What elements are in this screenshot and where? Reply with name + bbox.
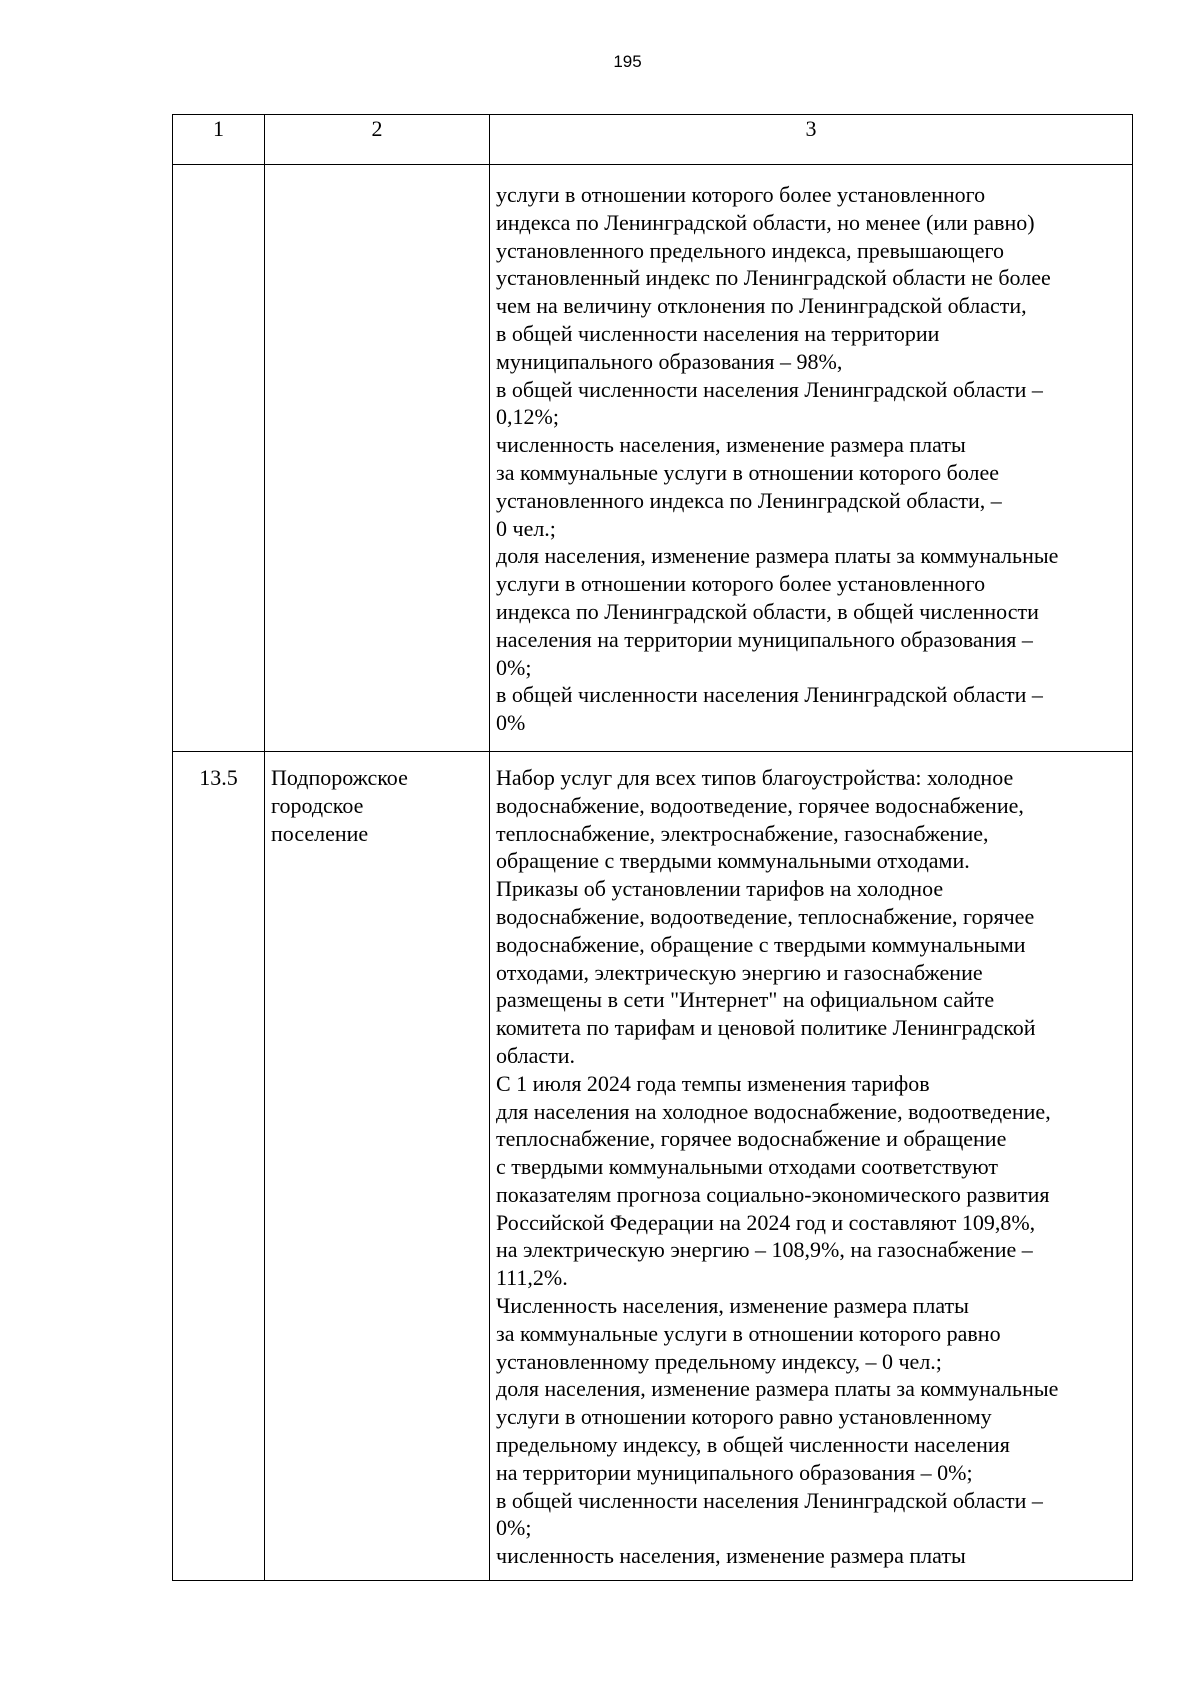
text-line: теплоснабжение, электроснабжение, газоснабжение, <box>496 820 989 846</box>
text-line: в общей численности населения на территории <box>496 320 940 346</box>
text-line: Приказы об установлении тарифов на холодное <box>496 876 944 902</box>
text-line: показателям прогноза социально-экономического развития <box>496 1181 1050 1207</box>
text-line: размещены в сети "Интернет" на официальном сайте <box>496 987 995 1013</box>
text-line: с твердыми коммунальными отходами соответствуют <box>496 1154 999 1180</box>
text-line: за коммунальные услуги в отношении которого равно <box>496 1320 1001 1346</box>
text-line: 0 чел.; <box>496 515 556 541</box>
text-line: за коммунальные услуги в отношении которого более <box>496 459 1000 485</box>
text-line: услуги в отношении которого более установленного <box>496 182 986 207</box>
text-line: 0%; <box>496 654 532 680</box>
row-number-cell: 13.5 <box>173 751 265 1580</box>
text-line: предельному индексу, в общей численности населения <box>496 1432 1010 1458</box>
header-cell-col1: 1 <box>173 115 265 165</box>
text-line: на территории муниципального образования – 0%; <box>496 1459 973 1485</box>
municipality-name <box>271 764 489 847</box>
text-line: городское <box>271 792 364 818</box>
text-line: водоснабжение, водоотведение, теплоснабжение, горячее <box>496 903 1035 929</box>
text-line: отходами, электрическую энергию и газоснабжение <box>496 959 983 985</box>
text-line: водоснабжение, обращение с твердыми коммунальными <box>496 931 1026 957</box>
text-line: установленному предельному индексу, – 0 чел.; <box>496 1348 942 1374</box>
header-cell-col2: 2 <box>265 115 490 165</box>
text-line: С 1 июля 2024 года темпы изменения тарифов <box>496 1070 930 1096</box>
text-line: доля населения, изменение размера платы за коммунальные <box>496 543 1059 569</box>
text-line: численность населения, изменение размера платы <box>496 432 966 458</box>
text-line: установленного предельного индекса, превышающего <box>496 237 1004 263</box>
table-header-row <box>173 115 1133 165</box>
description-cell <box>490 751 1133 1580</box>
table-row-continued <box>173 165 1133 752</box>
text-line: Подпорожское <box>271 764 408 790</box>
text-line: области. <box>496 1042 576 1068</box>
text-line: услуги в отношении которого более установленного <box>496 571 986 597</box>
text-line: услуги в отношении которого равно установленному <box>496 1404 992 1430</box>
table-row-13-5 <box>173 751 1133 1580</box>
text-line: в общей численности населения Ленинградской области – <box>496 376 1043 402</box>
data-table <box>172 114 1133 1581</box>
text-line: теплоснабжение, горячее водоснабжение и обращение <box>496 1126 1007 1152</box>
text-line: Численность населения, изменение размера платы <box>496 1293 969 1319</box>
text-line: водоснабжение, водоотведение, горячее водоснабжение, <box>496 792 1024 818</box>
text-line: Набор услуг для всех типов благоустройства: холодное <box>496 764 1014 790</box>
text-line: индекса по Ленинградской области, но менее (или равно) <box>496 209 1035 235</box>
row-number-cell <box>173 165 265 752</box>
text-line: комитета по тарифам и ценовой политике Ленинградской <box>496 1015 1036 1041</box>
text-line: для населения на холодное водоснабжение, водоотведение, <box>496 1098 1051 1124</box>
municipality-name-cell <box>265 751 490 1580</box>
header-cell-col3: 3 <box>490 115 1133 165</box>
text-line: доля населения, изменение размера платы за коммунальные <box>496 1376 1059 1402</box>
text-line: населения на территории муниципального образования – <box>496 626 1033 652</box>
description-text <box>496 764 1132 1570</box>
text-line: 0% <box>496 710 526 736</box>
text-line: 0%; <box>496 1515 532 1541</box>
text-line: поселение <box>271 820 369 846</box>
text-line: численность населения, изменение размера платы <box>496 1543 966 1569</box>
text-line: обращение с твердыми коммунальными отходами. <box>496 848 970 874</box>
description-cell <box>490 165 1133 752</box>
text-line: муниципального образования – 98%, <box>496 348 843 374</box>
text-line: установленный индекс по Ленинградской области не более <box>496 265 1051 291</box>
text-line: Российской Федерации на 2024 год и составляют 109,8%, <box>496 1209 1036 1235</box>
text-line: в общей численности населения Ленинградской области – <box>496 682 1043 708</box>
text-line: установленного индекса по Ленинградской области, – <box>496 487 1002 513</box>
text-line: 0,12%; <box>496 404 559 430</box>
text-line: в общей численности населения Ленинградской области – <box>496 1487 1043 1513</box>
text-line: индекса по Ленинградской области, в общей численности <box>496 598 1039 624</box>
text-line: на электрическую энергию – 108,9%, на газоснабжение – <box>496 1237 1033 1263</box>
municipality-name-cell <box>265 165 490 752</box>
text-line: чем на величину отклонения по Ленинградской области, <box>496 293 1027 319</box>
page-number: 195 <box>613 52 642 71</box>
description-text <box>496 181 1132 737</box>
text-line: 111,2%. <box>496 1265 568 1291</box>
